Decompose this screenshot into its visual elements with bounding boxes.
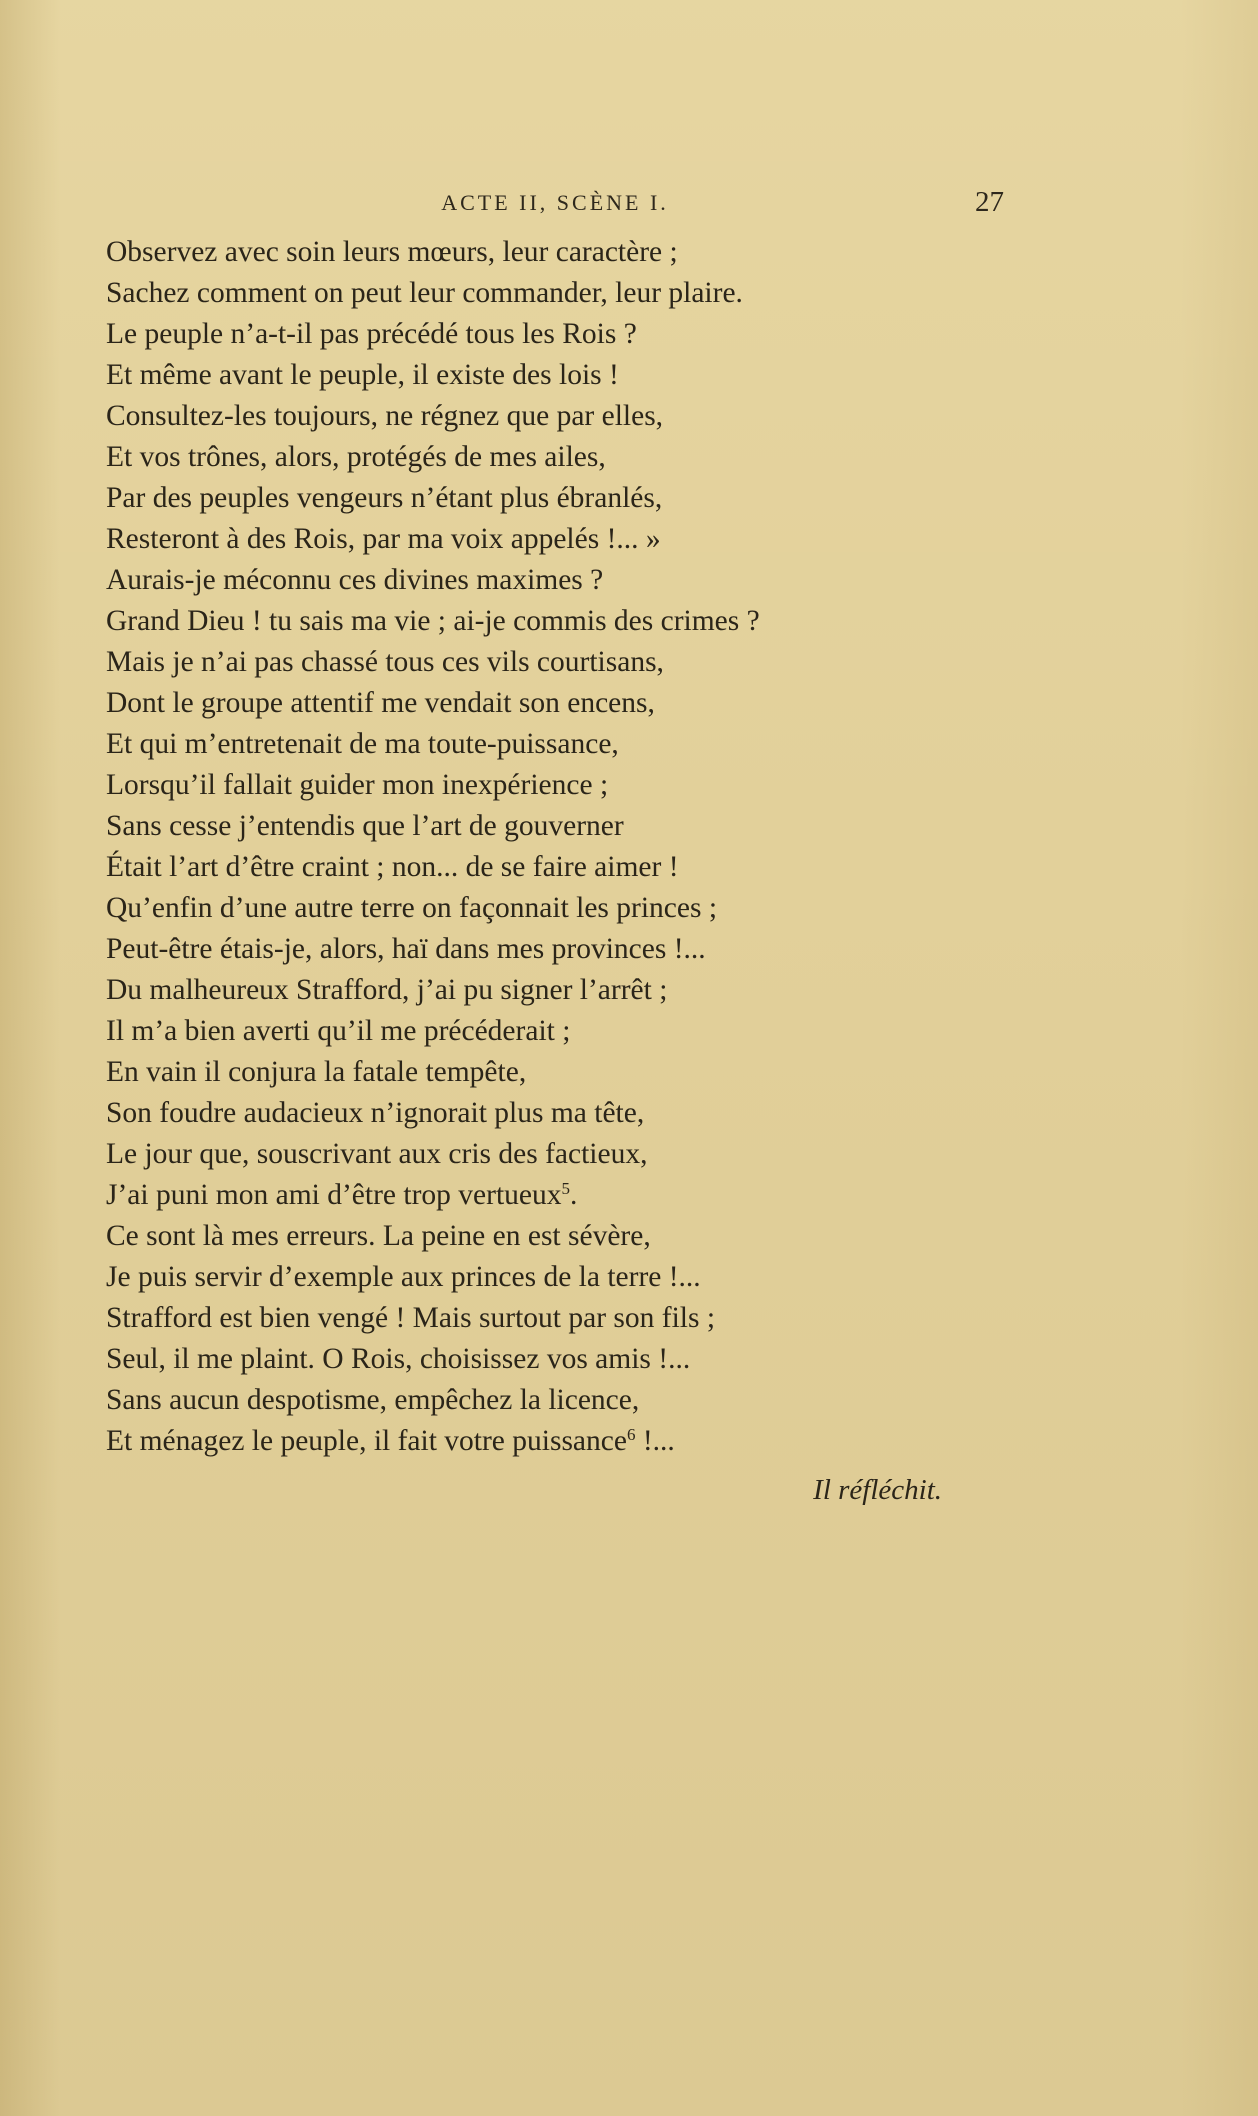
verse-text: Et ménagez le peuple, il fait votre puissance xyxy=(106,1425,627,1457)
verse-line: Resteront à des Rois, par ma voix appelés !... » xyxy=(106,523,661,555)
verse-line-with-note xyxy=(106,1421,1006,1462)
running-head: ACTE II, SCÈNE I. xyxy=(441,190,669,215)
verse-punct: !... xyxy=(635,1425,675,1457)
verse-line: Dont le groupe attentif me vendait son encens, xyxy=(106,687,655,719)
verse-text: J’ai puni mon ami d’être trop vertueux xyxy=(106,1179,562,1211)
footnote-ref: 5 xyxy=(561,1179,570,1198)
verse-line: Observez avec soin leurs mœurs, leur caractère ; xyxy=(106,236,678,268)
verse-punct: . xyxy=(569,1179,578,1211)
verse-line: Sachez comment on peut leur commander, leur plaire. xyxy=(106,277,743,309)
verse-line: Mais je n’ai pas chassé tous ces vils courtisans, xyxy=(106,646,664,678)
stage-direction: Il réfléchit. xyxy=(813,1474,942,1506)
verse-line: Seul, il me plaint. O Rois, choisissez vos amis !... xyxy=(106,1343,691,1375)
verse-line: Le jour que, souscrivant aux cris des factieux, xyxy=(106,1138,648,1170)
verse-block xyxy=(106,232,1006,1462)
verse-line: Qu’enfin d’une autre terre on façonnait les princes ; xyxy=(106,892,718,924)
page-header xyxy=(100,186,1010,226)
verse-line: En vain il conjura la fatale tempête, xyxy=(106,1056,527,1088)
verse-line: Le peuple n’a-t-il pas précédé tous les Rois ? xyxy=(106,318,637,350)
verse-line: Sans cesse j’entendis que l’art de gouverner xyxy=(106,810,624,842)
verse-line: Il m’a bien averti qu’il me précéderait ; xyxy=(106,1015,571,1047)
verse-line: Et même avant le peuple, il existe des lois ! xyxy=(106,359,619,391)
verse-line: Consultez-les toujours, ne régnez que par elles, xyxy=(106,400,664,432)
verse-line: Sans aucun despotisme, empêchez la licence, xyxy=(106,1384,640,1416)
verse-line: Et vos trônes, alors, protégés de mes ailes, xyxy=(106,441,606,473)
verse-line: Je puis servir d’exemple aux princes de la terre !... xyxy=(106,1261,701,1293)
footnote-ref: 6 xyxy=(626,1425,636,1444)
page-number: 27 xyxy=(975,186,1004,218)
verse-line: Et qui m’entretenait de ma toute-puissance, xyxy=(106,728,619,760)
verse-line: Lorsqu’il fallait guider mon inexpérience ; xyxy=(106,769,609,801)
verse-line: Son foudre audacieux n’ignorait plus ma tête, xyxy=(106,1097,645,1129)
verse-line: Était l’art d’être craint ; non... de se faire aimer ! xyxy=(106,851,679,883)
verse-line: Par des peuples vengeurs n’étant plus ébranlés, xyxy=(106,482,663,514)
verse-line: Aurais-je méconnu ces divines maximes ? xyxy=(106,564,604,596)
verse-line: Ce sont là mes erreurs. La peine en est sévère, xyxy=(106,1220,651,1252)
verse-line: Strafford est bien vengé ! Mais surtout par son fils ; xyxy=(106,1302,716,1334)
verse-line-with-note xyxy=(106,1175,1006,1216)
verse-line: Du malheureux Strafford, j’ai pu signer l’arrêt ; xyxy=(106,974,668,1006)
verse-line: Grand Dieu ! tu sais ma vie ; ai-je commis des crimes ? xyxy=(106,605,760,637)
verse-line: Peut-être étais-je, alors, haï dans mes provinces !... xyxy=(106,933,706,965)
